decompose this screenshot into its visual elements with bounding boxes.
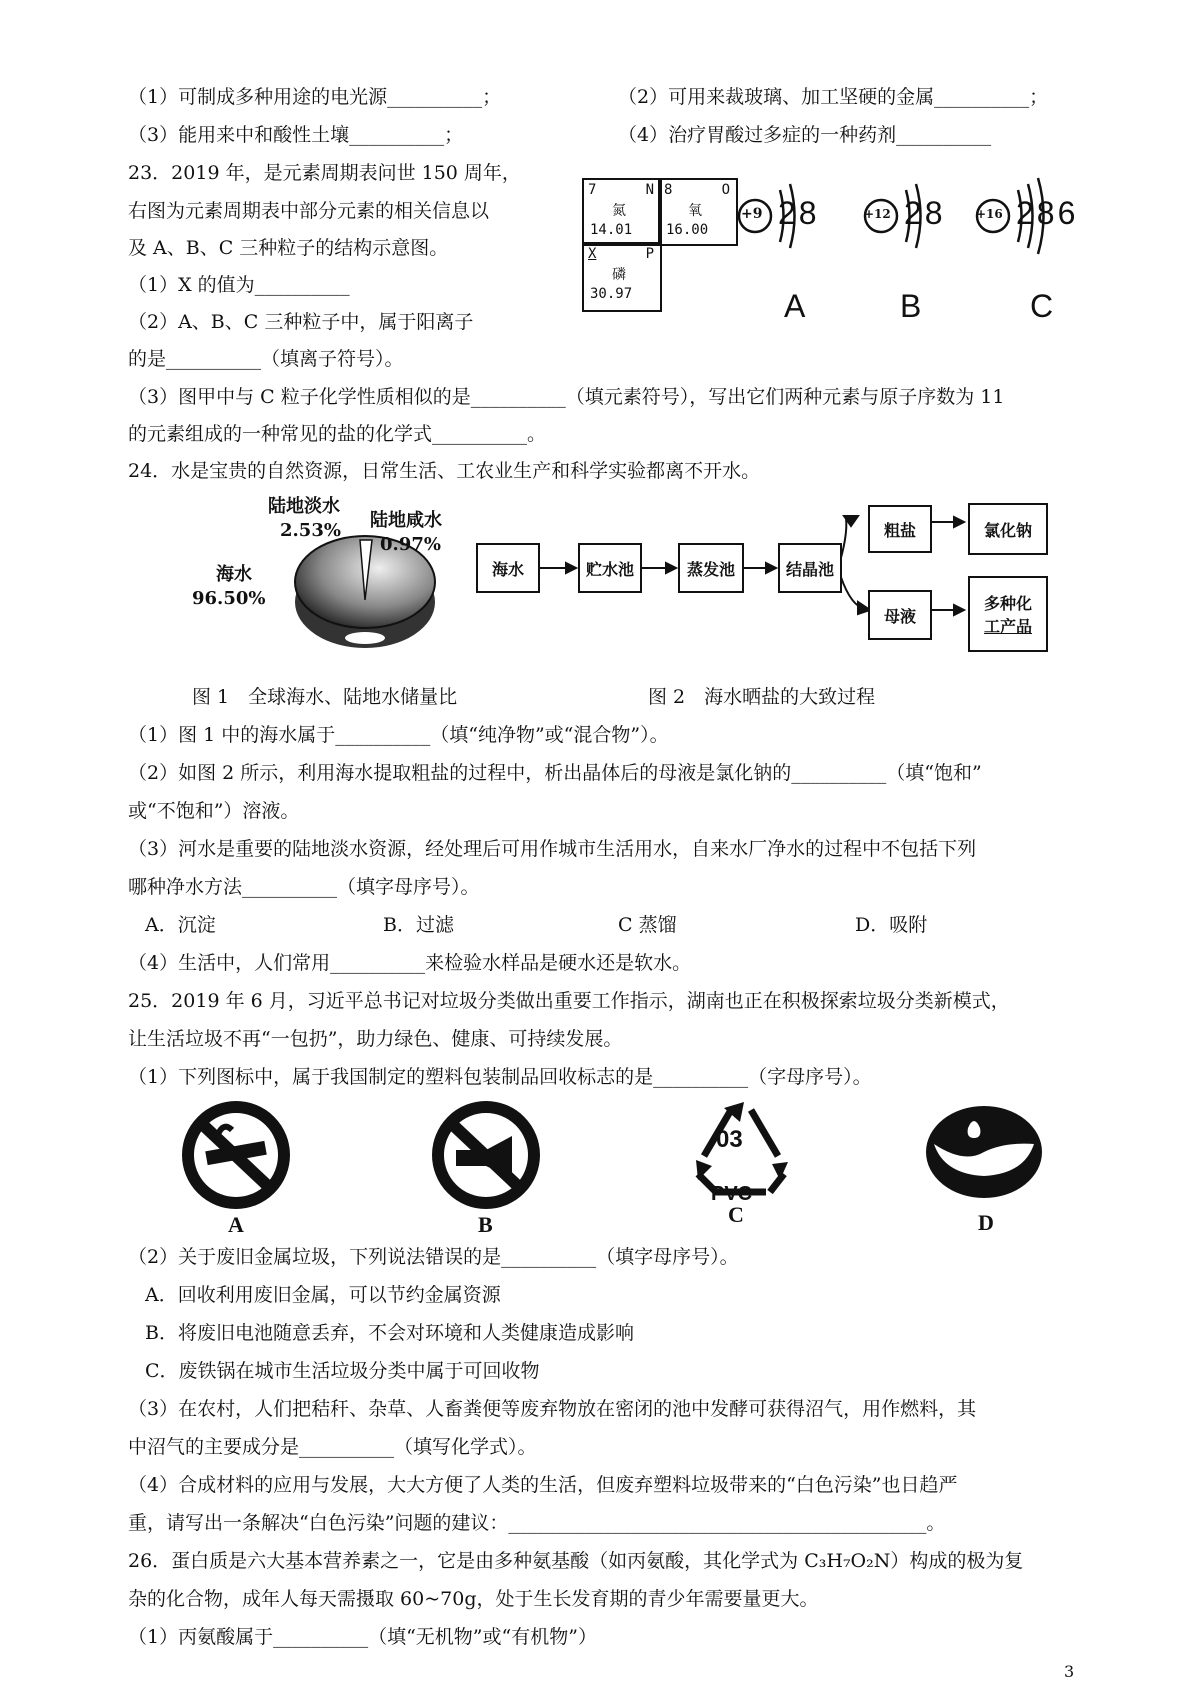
element-n-symbol: N	[645, 182, 654, 198]
q25-part4a: （4）合成材料的应用与发展，大大方便了人类的生活，但废弃塑料垃圾带来的“白色污染”也日趋严	[128, 1474, 958, 1496]
q26-intro-2: 杂的化合物，成年人每天需摄取 60~70g，处于生长发育期的青少年需要量更大。	[128, 1588, 819, 1610]
icon-c-text: PVC	[711, 1183, 753, 1205]
element-o-name: 氧	[688, 203, 702, 219]
q22-item1: （1）可制成多种用途的电光源__________；	[128, 86, 502, 108]
periodic-table-excerpt	[582, 178, 742, 316]
pie-highlight	[345, 632, 385, 644]
no-smoking-icon	[176, 1100, 296, 1210]
q23-intro-1: 23．2019 年，是元素周期表问世 150 周年，	[128, 162, 521, 184]
q25-part2: （2）关于废旧金属垃圾，下列说法错误的是__________（填字母序号）。	[128, 1246, 739, 1268]
q24-part4: （4）生活中，人们常用__________来检验水样品是硬水还是软水。	[128, 952, 692, 974]
q23-intro-2: 右图为元素周期表中部分元素的相关信息以	[128, 200, 490, 222]
q25-part1: （1）下列图标中，属于我国制定的塑料包装制品回收标志的是__________（字母序号）。	[128, 1066, 872, 1088]
element-n-name: 氮	[612, 203, 626, 219]
pie-sea-label: 海水	[216, 564, 252, 585]
q23-part3a: （3）图甲中与 C 粒子化学性质相似的是__________（填元素符号），写出它们两种元素与原子序数为 11	[128, 386, 1005, 408]
particle-a-shells: 28	[778, 195, 820, 231]
flow-storage: 贮水池	[578, 543, 642, 593]
flow-crude-salt: 粗盐	[868, 505, 932, 553]
q25-part3b: 中沼气的主要成分是__________（填写化学式）。	[128, 1436, 537, 1458]
element-p-mass: 30.97	[590, 286, 633, 302]
element-p-symbol: P	[645, 246, 654, 262]
q24-part2b: 或“不饱和”）溶液。	[128, 800, 300, 822]
q25-part3a: （3）在农村，人们把秸秆、杂草、人畜粪便等废弃物放在密闭的池中发酵可获得沼气，用作燃料，其	[128, 1398, 977, 1420]
flow-chemical-products	[968, 576, 1048, 652]
flow-evaporation: 蒸发池	[678, 543, 744, 593]
icon-c-number: 03	[716, 1126, 743, 1153]
q22-item2: （2）可用来裁玻璃、加工坚硬的金属__________；	[618, 86, 1049, 108]
q24-part3a: （3）河水是重要的陆地淡水资源，经处理后可用作城市生活用水，自来水厂净水的过程中不包括下列	[128, 838, 977, 860]
flow-mother-liquor: 母液	[868, 590, 932, 640]
particle-b-shells: 28	[904, 195, 946, 231]
q26-part1: （1）丙氨酸属于__________（填“无机物”或“有机物”）	[128, 1626, 597, 1648]
pie-fresh-value: 2.53%	[280, 520, 341, 541]
flow-products-line2: 工产品	[983, 617, 1032, 636]
q23-part1: （1）X 的值为__________	[128, 274, 350, 296]
q25-option-c: C．废铁锅在城市生活垃圾分类中属于可回收物	[145, 1360, 540, 1382]
flow-sodium-chloride: 氯化钠	[968, 503, 1048, 555]
figure2-caption: 图 2 海水晒盐的大致过程	[648, 686, 876, 708]
q24-intro: 24．水是宝贵的自然资源，日常生活、工农业生产和科学实验都离不开水。	[128, 460, 761, 482]
q24-option-d: D．吸附	[855, 914, 928, 936]
element-o-symbol: O	[721, 182, 730, 198]
element-n-number: 7	[588, 182, 597, 198]
icon-c-label: C	[728, 1202, 744, 1227]
no-horn-icon	[426, 1100, 546, 1210]
q23-part2b: 的是__________（填离子符号）。	[128, 348, 404, 370]
pie-fresh-label: 陆地淡水	[268, 496, 340, 517]
element-p-name: 磷	[612, 267, 626, 283]
flow-crystallization: 结晶池	[778, 543, 842, 593]
page-number: 3	[1064, 1662, 1075, 1681]
element-p-number: X	[588, 246, 597, 262]
q24-part3b: 哪种净水方法__________（填字母序号）。	[128, 876, 480, 898]
q24-part2a: （2）如图 2 所示，利用海水提取粗盐的过程中，析出晶体后的母液是氯化钠的__________（填“饱和”	[128, 762, 982, 784]
pie-salt-label: 陆地咸水	[370, 510, 442, 531]
element-cell-o	[658, 178, 738, 246]
particle-a-label: A	[784, 288, 806, 324]
icon-d-label: D	[978, 1210, 994, 1235]
q22-item3: （3）能用来中和酸性土壤__________；	[128, 124, 464, 146]
particle-c-shells: 286	[1016, 195, 1079, 231]
q24-option-a: A．沉淀	[145, 914, 216, 936]
q23-intro-3: 及 A、B、C 三种粒子的结构示意图。	[128, 237, 449, 259]
q23-part2a: （2）A、B、C 三种粒子中，属于阳离子	[128, 311, 474, 333]
element-o-number: 8	[664, 182, 673, 198]
icon-b-label: B	[478, 1212, 493, 1237]
particle-b-label: B	[900, 288, 922, 324]
figure1-caption: 图 1 全球海水、陆地水储量比	[192, 686, 458, 708]
q25-intro-2: 让生活垃圾不再“一包扔”，助力绿色、健康、可持续发展。	[128, 1028, 623, 1050]
q22-item4: （4）治疗胃酸过多症的一种药剂__________	[618, 124, 992, 146]
q23-part3b: 的元素组成的一种常见的盐的化学式__________。	[128, 423, 547, 445]
q26-intro-1: 26．蛋白质是六大基本营养素之一，它是由多种氨基酸（如丙氨酸，其化学式为 C₃H₇O₂N）构成的极为复	[128, 1550, 1024, 1572]
flow-products-line1: 多种化	[983, 594, 1032, 613]
particle-b-nucleus: +12	[864, 207, 891, 221]
q24-part1: （1）图 1 中的海水属于__________（填“纯净物”或“混合物”）。	[128, 724, 669, 746]
particle-c-label: C	[1030, 288, 1054, 324]
water-drop-icon	[924, 1104, 1044, 1200]
q25-part4b: 重，请写出一条解决“白色污染”问题的建议：____________________________________________。	[128, 1512, 946, 1534]
pie-salt-value: 0.97%	[380, 534, 441, 555]
pie-sea-value: 96.50%	[192, 588, 266, 609]
particle-a-nucleus: +9	[741, 206, 763, 222]
q25-option-b: B．将废旧电池随意丢弃，不会对环境和人类健康造成影响	[145, 1322, 634, 1344]
element-o-mass: 16.00	[666, 222, 709, 238]
element-cell-p	[582, 242, 662, 312]
element-cell-n	[582, 178, 662, 246]
q24-option-b: B．过滤	[383, 914, 454, 936]
q25-option-a: A．回收利用废旧金属，可以节约金属资源	[145, 1284, 501, 1306]
q25-intro-1: 25．2019 年 6 月，习近平总书记对垃圾分类做出重要工作指示，湖南也正在积极探索垃圾分类新模式，	[128, 990, 1010, 1012]
particle-c-nucleus: +16	[976, 207, 1003, 221]
flow-seawater: 海水	[476, 543, 540, 593]
element-n-mass: 14.01	[590, 222, 633, 238]
q24-option-c: C 蒸馏	[618, 914, 677, 936]
flow-arrows	[470, 490, 1030, 660]
icon-a-label: A	[228, 1212, 244, 1237]
